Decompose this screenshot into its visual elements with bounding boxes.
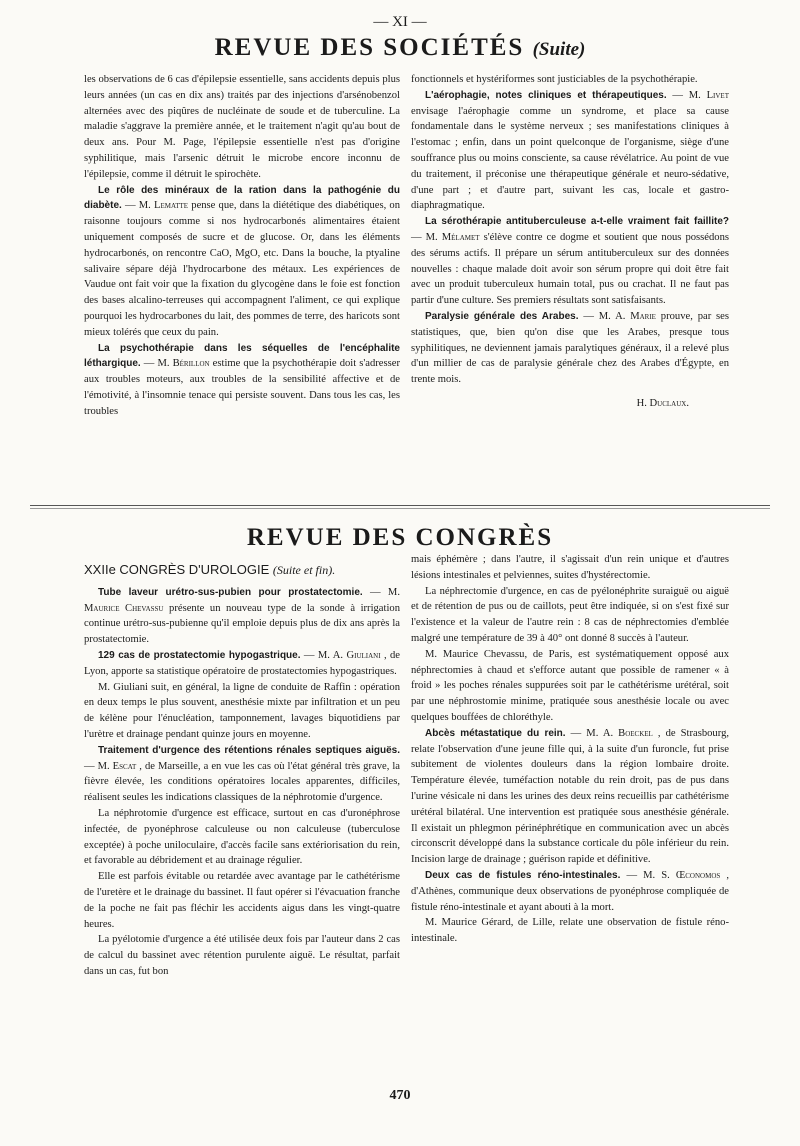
author-name: M. Maurice Chevassu xyxy=(84,586,400,614)
paragraph xyxy=(84,72,400,183)
paragraph-text: La néphrectomie d'urgence, en cas de pyélonéphrite suraiguë ou aiguë et de rétention de pus ou de caillots, peut être indiquée, si on s'est fixé sur l'existence et la valeur de l'autre rein : 8 cas de néphrectomies d'emblée malgré une température de 39 à 40° ont donné 8 succès à l'auteur. xyxy=(411,585,729,644)
paragraph-text: pense que, dans la diététique des diabétiques, on raisonne toujours comme si nos hydrocarbonés alimentaires étaient uniquement composés de sucre et de glucose. Or, dans les éléments hydrocarbonés, on rencontre CaO, MgO, etc. Dans la bouche, la ptyaline salivaire sépare déjà l'hydrocarbone des métaux. Les expériences de Vaudue ont fait voir que la fixation du glycogène dans le foie est fonction des bases alcalino-terreuses qui accompagnent l'aliment, ce qui explique pourquoi les hydrocarbones du lait, des pommes de terre, des haricots sont mieux tolérés que ceux du pain. xyxy=(84,200,401,338)
paragraph-text: La pyélotomie d'urgence a été utilisée deux fois par l'auteur dans 2 cas de calcul du bassinet avec rétention purulente aiguë. Le résultat, parfait dans un cas, fut bon xyxy=(84,934,400,977)
congress-suffix: (Suite et fin). xyxy=(272,563,336,577)
divider xyxy=(30,505,770,506)
section-title-societes xyxy=(0,34,800,62)
paragraph: Deux cas de fistules réno-intestinales. — M. S. Œconomos , d'Athènes, communique deux observations de pyonéphrose compliquée de fistule réno-intestinale et ayant abouti à la mort. xyxy=(411,869,729,913)
paragraph-heading: L'aérophagie, notes cliniques et thérapeutiques. xyxy=(425,89,667,101)
societes-left-column xyxy=(84,72,400,420)
paragraph-text: fonctionnels et hystériformes sont justiciables de la psychothérapie. xyxy=(411,74,698,85)
title-text: REVUE DES SOCIÉTÉS xyxy=(214,34,525,61)
paragraph xyxy=(84,869,400,932)
author-name: M. Mélamet xyxy=(425,231,480,243)
paragraph: La psychothérapie dans les séquelles de l'encéphalite léthargique. — M. Bérillon estime que la psychothérapie doit s'adresser aux troubles moteurs, aux troubles de la sensibilité affective et de l'émotivité, à l'insomnie tenace qui persiste souvent. Dans tous les cas, les troubles xyxy=(84,342,400,417)
section-title-congres: REVUE DES CONGRÈS xyxy=(246,524,554,551)
paragraph xyxy=(84,932,400,979)
paragraph xyxy=(411,72,729,88)
paragraph-text: envisage l'aérophagie comme un syndrome, et place sa cause fondamentale dans le système nerveux ; ses manifestations cliniques à l'estomac ; enfin, dans un point quelconque de l'organisme, siège d'une souffrance plus ou moins consciente, sa cause révélatrice. Au point de vue du traitement, il préconise une thérapeutique générale et neuro-sédative, d'une part ; et d'autre part, suivant les cas, locale et gastro-diaphragmatique. xyxy=(411,105,729,212)
paragraph-text: , de Strasbourg, relate l'observation d'une jeune fille qui, à la suite d'un furoncle, fut prise subitement de violentes douleurs dans la région lombaire droite. Température élevée, tuméfaction notable du rein droit, pas de pus dans l'urine vésicale ni dans les urines des deux reins recueillis par cathétérisme urétéral bilatéral. Une intervention est pratiquée sous anesthésie générale. Il existait un phlegmon périnéphrétique en communication avec un abcès circonscrit développé dans la substance corticale du pôle inférieur du rein. Incision large de drainage ; guérison rapide et définitive. xyxy=(411,727,730,866)
paragraph: 129 cas de prostatectomie hypogastrique. — M. A. Giuliani , de Lyon, apporte sa statistique opératoire de prostatectomies hypogastriques. xyxy=(84,649,401,677)
paragraph-text: , de Marseille, a en vue les cas où l'état général très grave, la fièvre élevée, les conditions opératoires locales apparentes, difficiles, réalisent seules les indications classiques de la néphrotomie d'urgence. xyxy=(84,760,401,804)
congress-subtitle xyxy=(84,562,400,579)
paragraph-text: estime que la psychothérapie doit s'adresser aux troubles moteurs, aux troubles de la sensibilité affective et de l'émotivité, à l'insomnie tenace qui persiste souvent. Dans tous les cas, les troubles xyxy=(84,358,400,417)
paragraph-text: M. Giuliani suit, en général, la ligne de conduite de Raffin : opération en deux temps le plus souvent, anesthésie mixte par infiltration et un peu de kélène pour l'énucléation, tamponnement, lavages biquotidiens par l'urètre et drainage pendant quinze jours en moyenne. xyxy=(84,681,400,740)
congres-left-column xyxy=(84,560,400,980)
paragraph-heading: Le rôle des minéraux de la ration dans la pathogénie du diabète. xyxy=(84,184,400,212)
paragraph: L'aérophagie, notes cliniques et thérapeutiques. — M. Livet envisage l'aérophagie comme un syndrome, et place sa cause fondamentale dans le système nerveux ; ses manifestations cliniques à l'estomac ; enfin, dans un point quelconque de l'organisme, siège d'une souffrance plus ou moins consciente, sa cause révélatrice. Au point de vue du traitement, il préconise une thérapeutique générale et neuro-sédative, d'une part ; et d'autre part, suivant les cas, locale et gastro-diaphragmatique. xyxy=(411,89,729,212)
paragraph xyxy=(84,806,400,869)
paragraph-text: mais éphémère ; dans l'autre, il s'agissait d'un rein unique et d'autres lésions intestinales et pelviennes, suites d'hystérectomie. xyxy=(411,554,729,581)
congress-name: XXIIe CONGRÈS D'UROLOGIE xyxy=(84,562,270,577)
paragraph xyxy=(411,584,729,647)
paragraph-text: présente un nouveau type de la sonde à irrigation continue urétro-sus-pubienne qu'il emploie depuis plus de dix ans après la prostatectomie. xyxy=(84,602,400,646)
paragraph-text: M. Maurice Gérard, de Lille, relate une observation de fistule réno-intestinale. xyxy=(411,917,729,945)
paragraph xyxy=(411,647,729,726)
signature: H. Duclaux. xyxy=(636,397,689,409)
paragraph: Le rôle des minéraux de la ration dans la pathogénie du diabète. — M. Lematte pense que, dans la diététique des diabétiques, on raisonne toujours comme si nos hydrocarbonés alimentaires étaient uniquement composés de sucre et de glucose. Or, dans les éléments hydrocarbonés, on rencontre CaO, MgO, etc. Dans la bouche, la ptyaline salivaire sépare déjà l'hydrocarbone des métaux. Les expériences de Vaudue ont fait voir que la fixation du glycogène dans le foie est fonction des bases alcalino-terreuses qui accompagnent l'aliment, ce qui explique pourquoi les hydrocarbones du lait, des pommes de terre, des haricots sont mieux tolérés que ceux du pain. xyxy=(84,184,401,338)
paragraph: Traitement d'urgence des rétentions rénales septiques aiguës. — M. Escat , de Marseille, a en vue les cas où l'état général très grave, la fièvre élevée, les conditions opératoires locales apparentes, difficiles, réalisent seules les indications classiques de la néphrotomie d'urgence. xyxy=(84,744,401,804)
paragraph xyxy=(411,552,729,584)
paragraph-heading: Traitement d'urgence des rétentions rénales septiques aiguës. xyxy=(98,744,400,756)
congres-right-column xyxy=(411,552,729,947)
author-name: M. Escat xyxy=(97,760,137,772)
paragraph-heading: Tube laveur urétro-sus-pubien pour prostatectomie. xyxy=(98,586,363,598)
paragraph-text: La néphrotomie d'urgence est efficace, surtout en cas d'uronéphrose infectée, de pyonéphrose calculeuse ou non calculeuse (tuberculose exceptée) à poche uniloculaire, d'accès facile sans extériorisation du rein, et favorable au débridement et au drainage régulier. xyxy=(84,807,400,867)
paragraph-text: prouve, par ses statistiques, que, bien qu'on dise que les Arabes, presque tous syphilitiques, ne deviennent jamais paralytiques généraux, il a relevé plus d'un millier de cas de paralysie générale chez des Arabes d'Égypte, en trente mois. xyxy=(411,310,729,386)
paragraph-heading: La sérothérapie antituberculeuse a-t-elle vraiment fait faillite? xyxy=(425,216,729,228)
author-name: M. Livet xyxy=(688,89,729,101)
author-name: M. Bérillon xyxy=(157,358,210,370)
paragraph: Paralysie générale des Arabes. — M. A. Marie prouve, par ses statistiques, que, bien qu'on dise que les Arabes, presque tous syphilitiques, ne deviennent jamais paralytiques généraux, il a relevé plus d'un millier de cas de paralysie générale chez des Arabes d'Égypte, en trente mois. xyxy=(411,310,729,386)
author-name: M. A. Boeckel xyxy=(586,727,653,739)
page-number-roman: — XI — xyxy=(373,14,427,30)
paragraph-text: Elle est parfois évitable ou retardée avec avantage par le cathétérisme de l'uretère et le drainage du bassinet. Il faut opérer si l'évacuation franche de la poche ne fait pas fléchir les accidents aigus dans les vingt-quatre heures. xyxy=(84,871,400,930)
paragraph-text: M. Maurice Chevassu, de Paris, est systématiquement opposé aux néphrectomies à chaud et s'efforce autant que possible de ramener « à froid » les poches rénales suppurées soit par le cathétérisme urétéral, soit par une néphrostomie minime, pratiquée sous anesthésie locale ou avec quelques bouffées de chloréthyle. xyxy=(411,648,729,723)
paragraph-heading: 129 cas de prostatectomie hypogastrique. xyxy=(98,649,301,661)
divider-secondary xyxy=(30,508,770,509)
paragraph: La sérothérapie antituberculeuse a-t-elle vraiment fait faillite? — M. Mélamet s'élève contre ce dogme et soutient que nous possédons des sérums actifs. Il prépare un sérum antituberculeux sur des données nouvelles : chaque malade doit avoir son sérum propre qui doit être fait avec un produit tuberculeux humain total, pus ou crachat. Il ne faut pas partir d'une culture. Ses premiers résultats sont satisfaisants. xyxy=(411,216,729,307)
paragraph: Abcès métastatique du rein. — M. A. Boeckel , de Strasbourg, relate l'observation d'une jeune fille qui, à la suite d'un furoncle, fut prise subitement de violentes douleurs dans la région lombaire droite. Température élevée, tuméfaction notable du rein droit, pas de pus dans l'urine vésicale ni dans les urines des deux reins recueillis par cathétérisme urétéral bilatéral. Une intervention est pratiquée sous anesthésie générale. Il existait un phlegmon périnéphrétique en communication avec un abcès circonscrit développé dans la substance corticale du pôle inférieur du rein. Incision large de drainage ; guérison rapide et définitive. xyxy=(411,727,730,866)
paragraph-text: s'élève contre ce dogme et soutient que nous possédons des sérums actifs. Il prépare un sérum antituberculeux sur des données nouvelles : chaque malade doit avoir son sérum propre qui doit être fait avec un produit tuberculeux humain total, pus ou crachat. Il ne faut pas partir d'une culture. Ses premiers résultats sont satisfaisants. xyxy=(411,231,729,307)
paragraph: Tube laveur urétro-sus-pubien pour prostatectomie. — M. Maurice Chevassu présente un nouveau type de la sonde à irrigation continue urétro-sus-pubienne qu'il emploie depuis plus de dix ans après la prostatectomie. xyxy=(84,586,400,646)
page-folio: 470 xyxy=(389,1088,411,1103)
paragraph-heading: Paralysie générale des Arabes. xyxy=(425,310,579,322)
author-name: M. Lematte xyxy=(138,200,189,212)
title-suffix: (Suite) xyxy=(532,39,586,60)
paragraph xyxy=(84,680,400,743)
paragraph-text: , de Lyon, apporte sa statistique opératoire de prostatectomies hypogastriques. xyxy=(84,649,401,677)
paragraph-heading: Abcès métastatique du rein. xyxy=(425,727,566,739)
paragraph-text: les observations de 6 cas d'épilepsie essentielle, sans accidents depuis plus leurs années (un cas en dix ans) traités par des injections d'arsénobenzol alternées avec des piqûres de nucléinate de soude et de tuberculine. La maladie s'aggrave la première année, et le traitement n'agit qu'au bout de deux ans. Pour M. Page, l'épilepsie essentielle n'est pas d'origine syphilitique, mais l'arsenic détruit le microbe encore inconnu de l'épilepsie, comme il détruit le spirochète. xyxy=(84,74,400,180)
paragraph-text: , d'Athènes, communique deux observations de pyonéphrose compliquée de fistule réno-intestinale et ayant abouti à la mort. xyxy=(411,869,729,913)
paragraph-heading: Deux cas de fistules réno-intestinales. xyxy=(425,869,621,881)
paragraph xyxy=(411,915,729,947)
paragraph-heading: La psychothérapie dans les séquelles de l'encéphalite léthargique. xyxy=(84,342,400,370)
author-name: M. S. Œconomos xyxy=(643,869,721,881)
author-name: M. A. Marie xyxy=(598,310,656,322)
author-name: M. A. Giuliani xyxy=(317,649,381,661)
societes-right-column xyxy=(411,72,729,412)
